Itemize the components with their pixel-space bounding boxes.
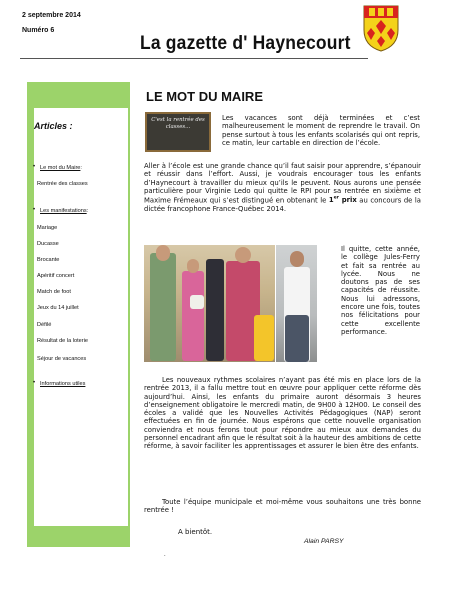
- sidebar-item-3: [37, 225, 57, 231]
- sidebar-item-8: [37, 305, 79, 311]
- sidebar-item-2[interactable]: [40, 208, 88, 214]
- sidebar-item-0[interactable]: [40, 165, 82, 171]
- sidebar-item-label: Jeux du 14 juillet: [37, 305, 79, 311]
- trailing-dot: .: [164, 552, 166, 558]
- student-photo: [276, 245, 317, 362]
- chalkboard-text: C'est la rentrée des classes...: [151, 117, 205, 130]
- sidebar-item-label: Séjour de vacances: [37, 356, 87, 362]
- sidebar-item-12[interactable]: [40, 381, 85, 387]
- bullet-icon: •: [33, 380, 36, 386]
- sidebar-item-7: [37, 289, 71, 295]
- paragraph-wishes-text: Toute l’équipe municipale et moi-même vous souhaitons une très bonne rentrée !: [144, 498, 421, 515]
- sidebar-panel: [27, 82, 130, 547]
- paragraph-encouragement-text: Aller à l’école est une grande chance qu’il faut saisir pour apprendre, s’épanouir et réussir dans l’effort. Aussi, je voudrais encourager tous les enfants d’Haynecourt à travailler du mieux qu’ils le peuvent. Nous aurons une pensée particulière pour Virginie Ledo qui quitte le RPI pour sa rentrée en sixième et Maxime Frémeaux qui s’est distingué en obtenant le: [144, 162, 421, 205]
- mayor-signature: Alain PARSY: [304, 538, 344, 545]
- sidebar-item-1: [37, 181, 88, 187]
- sidebar-item-label: Apéritif concert: [37, 273, 75, 279]
- header-rule: [20, 58, 368, 59]
- sidebar-item-9: [37, 322, 51, 328]
- sidebar-item-5: [37, 257, 59, 263]
- sidebar-heading: Articles :: [34, 121, 73, 131]
- sidebar-item-label[interactable]: Le mot du Maire: [40, 165, 81, 171]
- sidebar-item-label: Résultat de la loterie: [37, 338, 88, 344]
- first-prize-ordinal: 1er prix: [328, 196, 357, 205]
- award-photo: [144, 245, 275, 362]
- sidebar-item-suffix: :: [86, 208, 89, 214]
- coat-of-arms-icon: [362, 4, 400, 52]
- sidebar-item-11: [37, 356, 86, 362]
- sidebar-item-6: [37, 273, 74, 279]
- sidebar-item-label: Défilé: [37, 322, 52, 328]
- paragraph-lycee: Il quitte, cette année, le collège Jules-Ferry et fait sa rentrée au lycée. Nous ne doutons pas de ses capacités de réussite. Nous lui adressons, encore une fois, toutes nos félicitations pour cette excellente performance.: [341, 245, 420, 336]
- paragraph-encouragement-end: au concours de la dictée francophone France-Québec 2014.: [144, 196, 421, 213]
- sidebar-item-4: [37, 241, 59, 247]
- sidebar-item-label: Brocante: [37, 257, 60, 263]
- paragraph-intro: Les vacances sont déjà terminées et c’est malheureusement le moment de reprendre le travail. On pense surtout à tous les enfants scolarisés qui ont repris, ce matin, leur cartable en direction de l’école.: [222, 114, 420, 147]
- sidebar-item-10: [37, 338, 88, 344]
- issue-number: Numéro 6: [22, 27, 55, 34]
- sidebar-item-label: Ducasse: [37, 241, 59, 247]
- issue-date: 2 septembre 2014: [22, 12, 81, 19]
- paragraph-encouragement: [144, 162, 421, 213]
- paragraph-rythmes: [144, 376, 421, 451]
- paragraph-rythmes-text: Les nouveaux rythmes scolaires n’ayant pas été mis en place lors de la rentrée 2013, il a fallu mettre tout en œuvre pour appliquer cette réforme dès aujourd’hui. Ainsi, les enfants du primaire auront désormais 3 heures d’enseignement obligatoire le mercredi matin, de 9H00 à 12H00. Le conseil des écoles a validé que les Nouvelles Activités Pédagogiques (NAP) seront effectuées en fin de journée. Nous espérons que cette nouvelle organisation conviendra et nous ferons tout pour répondre au mieux aux demandes du personnel encadrant afin que le résultat soit à la hauteur des ambitions de cette réforme, à savoir faciliter les apprentissages et assurer le bien être des enfants.: [144, 376, 421, 451]
- article-title: LE MOT DU MAIRE: [146, 89, 263, 104]
- sidebar-item-label: Mariage: [37, 225, 58, 231]
- sidebar-item-suffix: :: [80, 165, 82, 171]
- sidebar-item-label[interactable]: Les manifestations: [40, 208, 87, 214]
- closing-phrase: A bientôt.: [178, 528, 213, 536]
- sidebar-item-label[interactable]: Informations utiles: [40, 381, 86, 387]
- bullet-icon: •: [33, 207, 36, 213]
- newsletter-title: La gazette d' Haynecourt: [140, 33, 351, 54]
- sidebar-item-label: Match de foot: [37, 289, 71, 295]
- sidebar-item-label: Rentrée des classes: [37, 181, 88, 187]
- paragraph-wishes: [144, 498, 421, 515]
- bullet-icon: •: [33, 164, 36, 170]
